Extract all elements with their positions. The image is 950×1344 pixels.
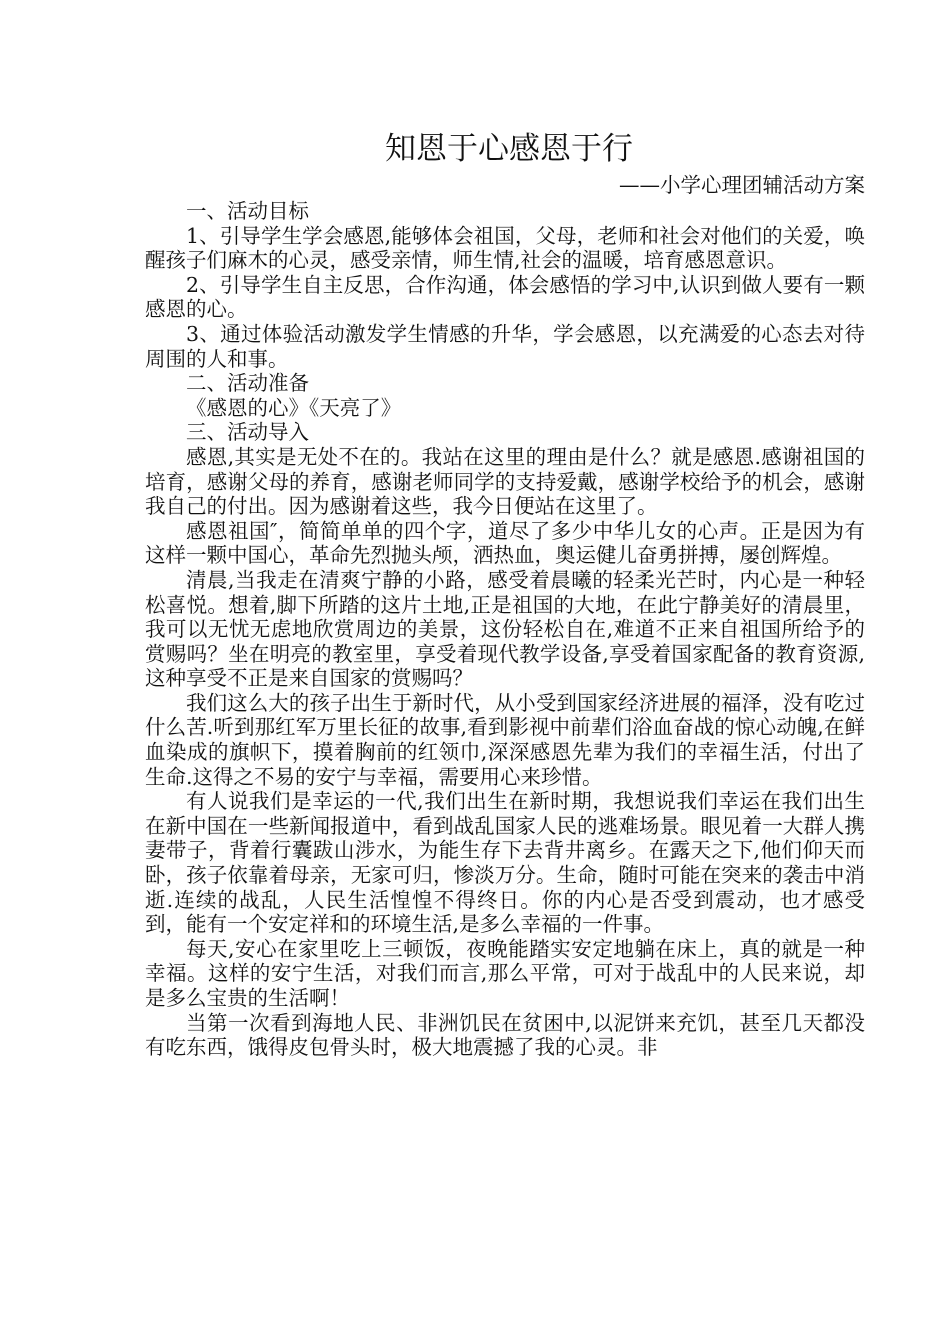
paragraph: 3、通过体验活动激发学生情感的升华，学会感恩，以充满爱的心态去对待周围的人和事。: [145, 321, 865, 371]
section-heading-preparation: 二、活动准备: [186, 371, 309, 396]
paragraph: 《感恩的心》《天亮了》: [186, 395, 402, 420]
paragraph: 感恩,其实是无处不在的。我站在这里的理由是什么？就是感恩.感谢祖国的培育，感谢父母的养育，感谢老师同学的支持爱戴，感谢学校给予的机会，感谢我自己的付出。因为感谢着这些，我今日便站在这里了。: [145, 444, 865, 519]
paragraph: 感恩祖国″，简简单单的四个字，道尽了多少中华儿女的心声。正是因为有这样一颗中国心，革命先烈抛头颅，洒热血，奥运健儿奋勇拼搏，屡创辉煌。: [145, 518, 865, 568]
section-heading-introduction: 三、活动导入: [186, 420, 309, 445]
paragraph: 1、引导学生学会感恩,能够体会祖国，父母，老师和社会对他们的关爱，唤醒孩子们麻木的心灵，感受亲情，师生情,社会的温暖，培育感恩意识。: [145, 223, 865, 273]
document-subtitle: ——小学心理团辅活动方案: [619, 173, 865, 197]
document-page: [145, 127, 865, 1060]
section-heading-goals: 一、活动目标: [186, 199, 309, 223]
paragraph: 当第一次看到海地人民、非洲饥民在贫困中,以泥饼来充饥，甚至几天都没有吃东西，饿得皮包骨头时，极大地震撼了我的心灵。非: [145, 1010, 865, 1060]
paragraph: 2、引导学生自主反思，合作沟通，体会感悟的学习中,认识到做人要有一颗感恩的心。: [145, 272, 865, 322]
document-title: 知恩于心感恩于行: [385, 131, 633, 167]
paragraph: 有人说我们是幸运的一代,我们出生在新时期，我想说我们幸运在我们出生在新中国在一些新闻报道中，看到战乱国家人民的逃难场景。眼见着一大群人携妻带子，背着行囊跋山涉水，为能生存下去背井离乡。在露天之下,他们仰天而卧，孩子依靠着母亲，无家可归，惨淡万分。生命，随时可能在突来的袭击中消逝.连续的战乱，人民生活惶惶不得终日。你的内心是否受到震动，也才感受到，能有一个安定祥和的环境生活,是多么幸福的一件事。: [145, 789, 865, 937]
paragraph: 我们这么大的孩子出生于新时代，从小受到国家经济进展的福泽，没有吃过什么苦.听到那红军万里长征的故事,看到影视中前辈们浴血奋战的惊心动魄,在鲜血染成的旗帜下，摸着胸前的红领巾,深深感恩先辈为我们的幸福生活，付出了生命.这得之不易的安宁与幸福，需要用心来珍惜。: [145, 690, 865, 789]
paragraph: 清晨,当我走在清爽宁静的小路，感受着晨曦的轻柔光芒时，内心是一种轻松喜悦。想着,脚下所踏的这片土地,正是祖国的大地，在此宁静美好的清晨里，我可以无忧无虑地欣赏周边的美景，这份轻松自在,难道不正来自祖国所给予的赏赐吗？坐在明亮的教室里，享受着现代教学设备,享受着国家配备的教育资源,这种享受不正是来自国家的赏赐吗？: [145, 567, 865, 691]
paragraph: 每天,安心在家里吃上三顿饭，夜晚能踏实安定地躺在床上，真的就是一种幸福。这样的安宁生活，对我们而言,那么平常，可对于战乱中的人民来说，却是多么宝贵的生活啊！: [145, 936, 865, 1010]
